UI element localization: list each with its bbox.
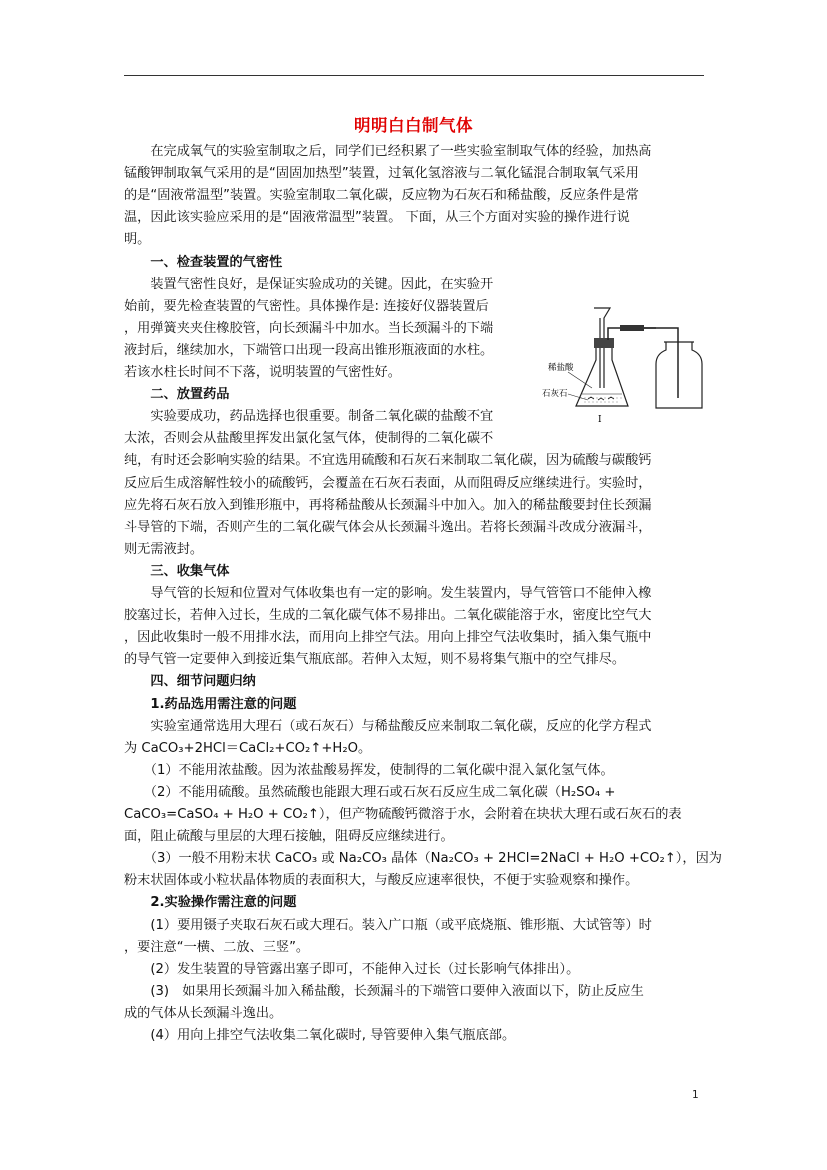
header-rule — [124, 75, 704, 76]
text-line: 胶塞过长，若伸入过长，生成的二氧化碳气体不易排出。二氧化碳能溶于水，密度比空气大 — [124, 608, 652, 624]
text-line: CaCO₃=CaSO₄ + H₂O + CO₂↑），但产物硫酸钙微溶于水，会附着在块状大理石或石灰石的表 — [124, 807, 682, 822]
label-stone: 石灰石 — [542, 389, 568, 399]
text-line: 锰酸钾制取氧气采用的是“固固加热型”装置，过氧化氢溶液与二氧化锰混合制取氧气采用 — [124, 166, 639, 182]
text-line: 的是“固液常温型”装置。实验室制取二氧化碳，反应物为石灰石和稀盐酸，反应条件是常 — [124, 188, 639, 204]
text-line: 太浓，否则会从盐酸里挥发出氯化氢气体，使制得的二氧化碳不 — [124, 431, 494, 447]
text-line: 若该水柱长时间不下落，说明装置的气密性好。 — [124, 365, 401, 380]
text-line: (1）要用镊子夹取石灰石或大理石。装入广口瓶（或平底烧瓶、锥形瓶、大试管等）时 — [124, 917, 652, 933]
text-line: 一、检查装置的气密性 — [124, 254, 283, 270]
text-line: 反应后生成溶解性较小的硫酸钙，会覆盖在石灰石表面，从而阻碍反应继续进行。实验时， — [124, 475, 652, 491]
text-line: 三、收集气体 — [124, 563, 230, 579]
doc-title: 明明白白制气体 — [354, 116, 473, 135]
text-line: （2）不能用硫酸。虽然硫酸也能跟大理石或石灰石反应生成二氧化碳（H₂SO₄ + — [124, 784, 616, 800]
text-line: 明。 — [124, 232, 151, 248]
label-acid: 稀盐酸 — [548, 363, 574, 373]
text-line: 的导气管一定要伸入到接近集气瓶底部。若伸入太短，则不易将集气瓶中的空气排尽。 — [124, 652, 626, 668]
text-line: 在完成氧气的实验室制取之后，同学们已经积累了一些实验室制取气体的经验，加热高 — [124, 144, 652, 159]
text-line: ，因此收集时一般不用排水法，而用向上排空气法。用向上排空气法收集时，插入集气瓶中 — [124, 630, 652, 646]
text-line: 2.实验操作需注意的问题 — [124, 895, 297, 911]
text-line: (3) 如果用长颈漏斗加入稀盐酸，长颈漏斗的下端管口要伸入液面以下，防止反应生 — [124, 983, 644, 999]
text-line: 导气管的长短和位置对气体收集也有一定的影响。发生装置内，导气管管口不能伸入橡 — [124, 586, 652, 601]
text-line: 应先将石灰石放入到锥形瓶中，再将稀盐酸从长颈漏斗中加入。加入的稀盐酸要封住长颈漏 — [124, 497, 652, 513]
text-line: (2）发生装置的导管露出塞子即可，不能伸入过长（过长影响气体排出）。 — [124, 961, 580, 977]
text-line: 面，阻止硫酸与里层的大理石接触，阻碍反应继续进行。 — [124, 829, 454, 845]
text-line: 则无需液封。 — [124, 541, 204, 557]
page-number: 1 — [692, 1089, 699, 1101]
text-line: 为 CaCO₃+2HCl＝CaCl₂+CO₂↑+H₂O。 — [124, 740, 372, 756]
text-line: 装置气密性良好，是保证实验成功的关键。因此，在实验开 — [124, 276, 494, 292]
apparatus-figure — [536, 302, 710, 428]
text-line: 二、放置药品 — [124, 387, 230, 403]
text-line: 粉末状固体或小粒状晶体物质的表面积大，与酸反应速率很快，不便于实验观察和操作。 — [124, 873, 639, 889]
text-line: 液封后，继续加水，下端管口出现一段高出锥形瓶液面的水柱。 — [124, 342, 494, 358]
text-line: 四、细节问题归纳 — [124, 674, 256, 690]
text-line: 成的气体从长颈漏斗逸出。 — [124, 1005, 283, 1021]
text-line: 1.药品选用需注意的问题 — [124, 696, 297, 712]
figure-number: I — [598, 415, 602, 425]
text-line: 纯，有时还会影响实验的结果。不宜选用硫酸和石灰石来制取二氧化碳，因为硫酸与碳酸钙 — [124, 453, 652, 469]
text-line: ，要注意“一横、二放、三竖”。 — [124, 939, 310, 955]
text-line: （1）不能用浓盐酸。因为浓盐酸易挥发，使制得的二氧化碳中混入氯化氢气体。 — [124, 762, 614, 778]
text-line: 温，因此该实验应采用的是“固液常温型”装置。 下面，从三个方面对实验的操作进行说 — [124, 210, 630, 226]
text-line: 始前，要先检查装置的气密性。具体操作是: 连接好仪器装置后 — [124, 298, 489, 314]
text-line: (4）用向上排空气法收集二氧化碳时, 导管要伸入集气瓶底部。 — [124, 1028, 516, 1043]
text-line: 实验室通常选用大理石（或石灰石）与稀盐酸反应来制取二氧化碳，反应的化学方程式 — [124, 718, 652, 734]
text-line: 实验要成功，药品选择也很重要。制备二氧化碳的盐酸不宜 — [124, 409, 494, 425]
text-line: （3）一般不用粉末状 CaCO₃ 或 Na₂CO₃ 晶体（Na₂CO₃ + 2HCl=2NaCl + H₂O +CO₂↑），因为 — [124, 851, 722, 867]
text-line: 斗导管的下端，否则产生的二氧化碳气体会从长颈漏斗逸出。若将长颈漏斗改成分液漏斗， — [124, 519, 652, 535]
text-line: ，用弹簧夹夹住橡胶管，向长颈漏斗中加水。当长颈漏斗的下端 — [124, 320, 494, 336]
